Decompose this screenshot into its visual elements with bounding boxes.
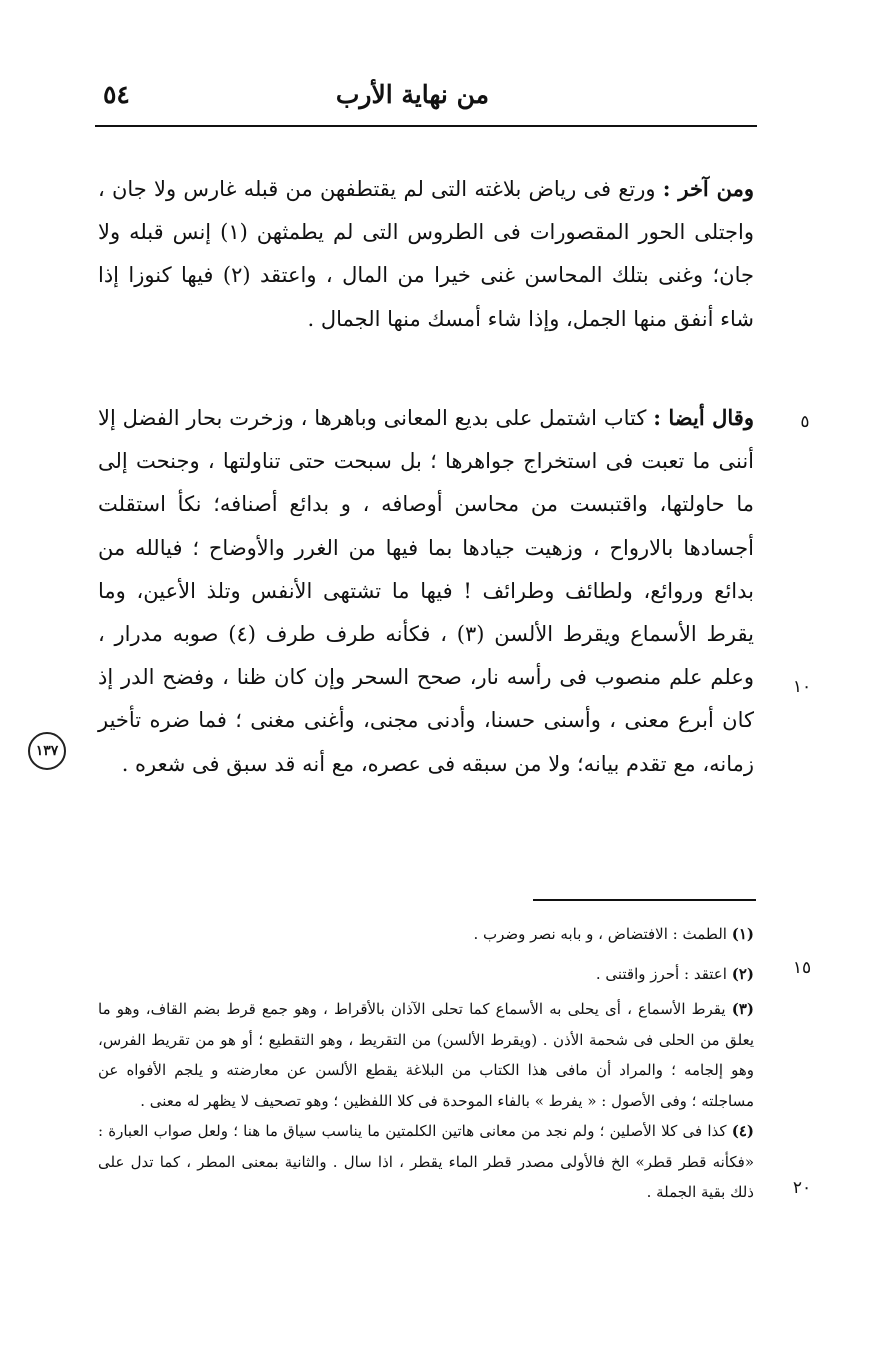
margin-reference-number: ١٣٧ [35, 743, 59, 759]
footnotes [98, 914, 754, 1208]
footnote-3-text: يقرط الأسماع ، أى يحلى به الأسماع كما تحلى الآذان بالأقراط ، وهو جمع قرط بضم القاف، وهو ما يعلق من الحلى فى شحمة الأذن . (ويقرط الألسن) من التقريط ، وهو التقطيع ؛ أو هو من تقريط الفرس، وهو إلجامه ؛ والمراد أن مافى هذا الكتاب من البلاغة يقطع الألسن عن معارضته و يلجم الأفواه عن مساجلته ؛ وفى الأصول : « يفرط » بالفاء الموحدة فى كلا اللفظين ؛ وهو تصحيف لا يظهر له معنى . [98, 1000, 754, 1110]
footnote-3 [98, 994, 754, 1116]
footnote-1-number: (١) [731, 925, 754, 943]
paragraph-2-text: كتاب اشتمل على بديع المعانى وباهرها ، وزخرت بحار الفضل إلا أننى ما تعبت فى استخراج جواهرها ؛ بل سبحت حتى تناولتها ، وجنحت إلى ما حاولتها، واقتبست من محاسن أوصافه ، و بدائع أصنافه؛ نكأ استقلت أجسادها بالارواح ، وزهيت جيادها بما فيها من الغرر والأوضاح ؛ فيالله من بدائع وروائع، ولطائف وطرائف ! فيها ما تشتهى الأنفس وتلذ الأعين، وما يقرط الأسماع ويقرط الألسن (٣) ، فكأنه طرف طرف (٤) صوبه مدرار ، وعلم علم منصوب فى رأسه نار، صحح السحر وإن كان ظنا ، وفضح الدر إذ كان أبرع معنى ، وأسنى حسنا، وأدنى مجنى، وأغنى مغنى ؛ فما ضره تأخير زمانه، مع تقدم بيانه؛ ولا من سبقه فى عصره، مع أنه قد سبق فى شعره . [98, 406, 754, 776]
footnote-4-number: (٤) [731, 1122, 754, 1140]
footnote-4 [98, 1116, 754, 1208]
paragraph-2-lead: وقال أيضا : [653, 405, 754, 430]
footnote-3-number: (٣) [731, 1000, 754, 1018]
paragraph-1-lead: ومن آخر : [662, 176, 754, 201]
paragraph-2 [98, 396, 754, 786]
line-number-5: ٥ [800, 412, 810, 432]
footnote-1-text: الطمث : الافتضاض ، و بابه نصر وضرب . [473, 925, 727, 943]
footnote-2-text: اعتقد : أحرز واقتنى . [595, 965, 727, 983]
footnote-4-text: كذا فى كلا الأصلين ؛ ولم نجد من معانى هاتين الكلمتين ما يناسب سياق ما هنا ؛ ولعل صواب العبارة : «فكأنه قطر قطر» الخ فالأولى مصدر قطر الماء يقطر ، اذا سال . والثانية بمعنى المطر ، كما تدل على ذلك بقية الجملة . [98, 1122, 754, 1201]
line-number-15: ١٥ [792, 958, 812, 978]
footnote-rule [533, 899, 756, 901]
line-number-20: ٢٠ [792, 1178, 812, 1198]
running-title: من نهاية الأرب [335, 80, 489, 109]
page-number: ٥٤ [103, 80, 130, 109]
line-number-10: ١٠ [792, 677, 812, 697]
paragraph-1 [98, 167, 754, 341]
footnote-2 [98, 954, 754, 994]
margin-reference-badge [28, 732, 66, 770]
running-header [95, 76, 757, 122]
footnote-1 [98, 914, 754, 954]
header-rule [95, 125, 757, 127]
footnote-2-number: (٢) [731, 965, 754, 983]
paragraph-1-text: ورتع فى رياض بلاغته التى لم يقتطفهن من قبله غارس ولا جان ، واجتلى الحور المقصورات فى الطروس التى لم يطمثهن (١) إنس قبله ولا جان؛ وغنى بتلك المحاسن غنى خيرا من المال ، واعتقد (٢) فيها كنوزا إذا شاء أنفق منها الجمل، وإذا شاء أمسك منها الجمال . [98, 177, 755, 331]
